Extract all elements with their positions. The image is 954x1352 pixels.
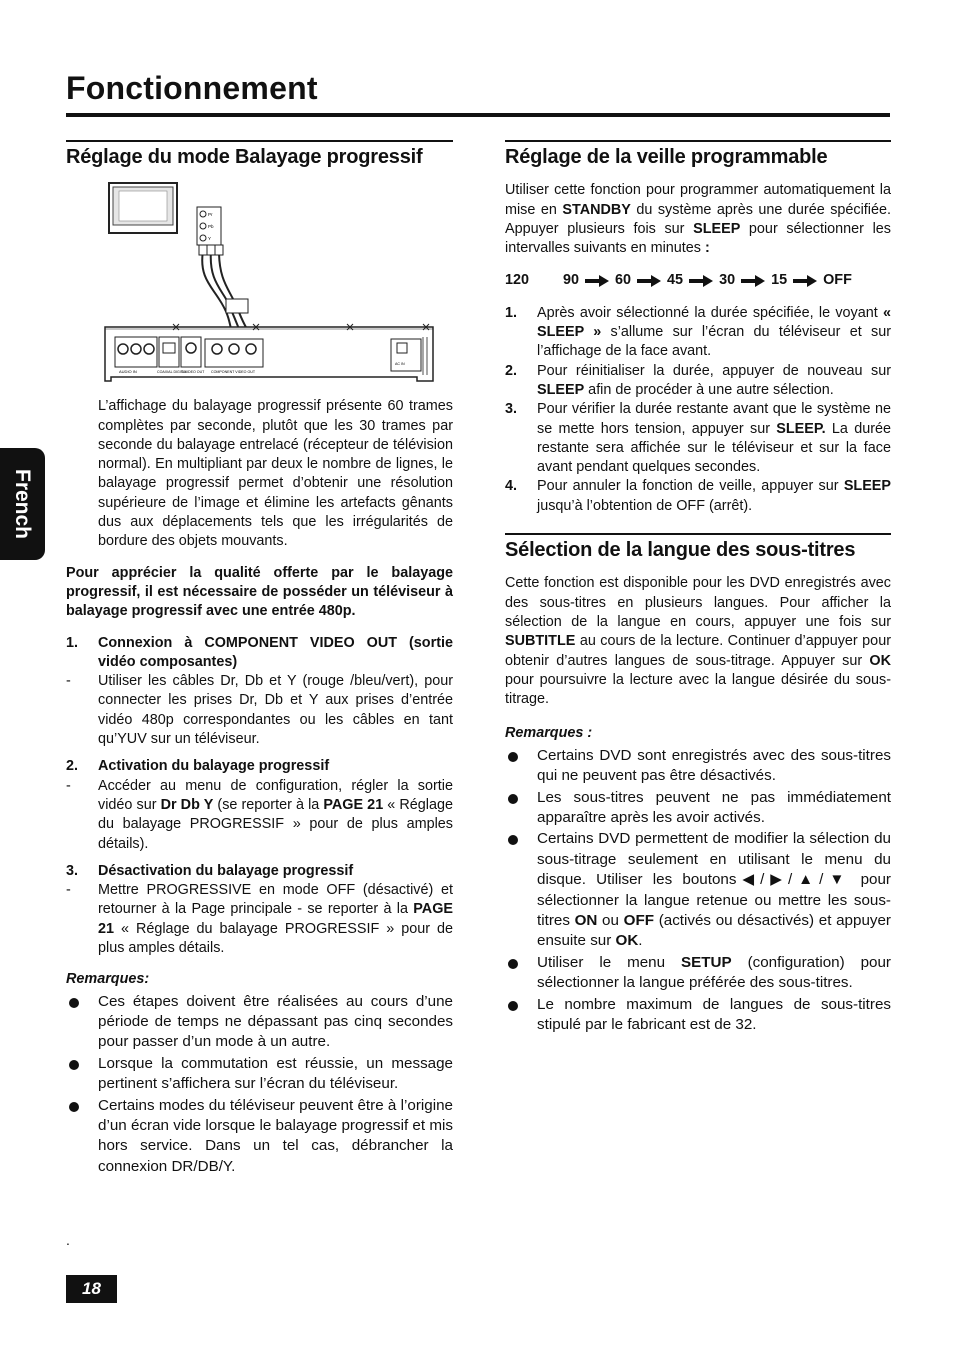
step-number: 1. — [66, 634, 79, 651]
sleep-interval: 120 — [505, 272, 530, 289]
sleep-interval: OFF — [823, 272, 852, 289]
remark-text: Lorsque la commutation est réussie, un message pertinent s’affichera sur l’écran du téléviseur. — [98, 1054, 453, 1093]
page-title: Fonctionnement — [66, 70, 318, 106]
sleep-timer-heading: Réglage de la veille programmable — [505, 146, 828, 168]
language-tab — [0, 448, 45, 560]
coaxial-label: COAXIAL DIGITAL — [157, 370, 188, 375]
step-number: 4. — [505, 478, 518, 495]
bullet-icon — [69, 1102, 79, 1112]
arrow-right-icon — [741, 275, 765, 287]
step-number: 1. — [505, 304, 518, 321]
remark-item — [66, 1054, 453, 1095]
remark-item — [505, 746, 891, 787]
sleep-intro-text: pour sélectionner les intervalles suivants en minutes — [505, 220, 891, 257]
remark-text: (configuration) pour sélectionner la langue préférée des sous-titres. — [537, 953, 891, 992]
remark-text: pour sélectionner la langue retenue ou mettre les sous-titres — [537, 871, 891, 929]
ok-term: OK — [869, 652, 891, 669]
step-text: Pour annuler la fonction de veille, appuyer sur — [537, 478, 844, 495]
page-reference: PAGE 21 — [98, 901, 453, 937]
sleep-interval-sequence — [505, 271, 891, 290]
step-item — [66, 757, 453, 776]
step-bold: « SLEEP » — [537, 304, 891, 341]
connection-diagram — [99, 181, 439, 391]
step-detail-text: « Réglage du balayage PROGRESSIF » pour de plus amples détails. — [98, 920, 453, 957]
arrow-buttons-icon: ◀/▶/▲/▼ — [736, 871, 851, 889]
tv-jack-label: Y — [208, 236, 212, 242]
left-column — [66, 140, 453, 1178]
step-bold: SLEEP — [843, 478, 891, 495]
remark-text: Les sous-titres peuvent ne pas immédiatement apparaître après les avoir activés. — [537, 788, 891, 826]
sleep-intro — [505, 181, 891, 258]
arrow-right-icon — [793, 275, 817, 287]
tv-jack-label: Pr — [208, 212, 213, 218]
step-title: Activation du balayage progressif — [98, 758, 330, 775]
section-rule — [505, 140, 891, 142]
off-term: OFF — [623, 911, 655, 929]
step-bold: SLEEP — [537, 381, 585, 398]
bullet-icon — [508, 1001, 518, 1011]
standby-term: STANDBY — [562, 201, 631, 218]
subtitle-term: SUBTITLE — [505, 633, 576, 650]
subtitle-intro-text: Cette fonction est disponible pour les DVD enregistrés avec des sous-titres en plusieurs langues. Pour afficher la sélection de la langue en cours, appuyer une fois sur — [505, 575, 891, 630]
bullet-icon — [508, 794, 518, 804]
remark-text: (activés ou désactivés) et appuyer ensuite sur — [537, 911, 891, 950]
cable — [219, 251, 247, 329]
right-column — [505, 140, 891, 1036]
sleep-term: SLEEP — [693, 220, 741, 237]
remark-text: Certains DVD sont enregistrés avec des sous-titres qui ne peuvent pas être désactivés. — [537, 746, 891, 785]
setup-term: SETUP — [681, 953, 732, 971]
step-title: Connexion à COMPONENT VIDEO OUT (sortie vidéo composantes) — [98, 634, 453, 670]
connection-diagram-svg — [99, 181, 439, 391]
step-text: jusqu’à l’obtention de OFF (arrêt). — [537, 497, 753, 514]
remark-text: Le nombre maximum de langues de sous-titres stipulé par le fabricant est de 32. — [537, 995, 891, 1033]
step-detail — [66, 672, 453, 749]
step-text: La durée restante sera affichée sur le téléviseur et sur la face avant pendant quelques secondes. — [537, 420, 892, 476]
sleep-interval: 45 — [667, 272, 684, 289]
step-detail-text: Utiliser les câbles Dr, Db et Y (rouge /bleu/vert), pour connecter les prises Dr, Db et Y aux prises d’entrée vidéo 480p correspondantes ou les câbles en tant qu’YUV sur un téléviseur. — [98, 673, 453, 748]
dash-marker: - — [66, 777, 71, 794]
remark-text: . — [638, 932, 643, 950]
bullet-icon — [508, 835, 518, 845]
remarks-list — [505, 746, 891, 1036]
audio-in-label: AUDIO IN — [119, 369, 137, 375]
remark-text: Certains DVD permettent de modifier la sélection du sous-titrage seulement en utilisant le menu du disque. Utiliser les boutons — [537, 830, 891, 889]
remark-item — [66, 1096, 453, 1178]
subtitle-intro-text: pour poursuivre la lecture avec la langue désirée du sous-titrage. — [505, 671, 891, 708]
remark-item — [505, 995, 891, 1036]
cable — [202, 251, 231, 329]
sleep-interval: 30 — [719, 272, 736, 289]
step-number: 2. — [505, 362, 518, 379]
step-text: s’allume sur l’écran du téléviseur et sur l’affichage de la face avant. — [537, 324, 891, 360]
sleep-steps — [505, 304, 891, 516]
tv-jack-label: Pb — [208, 224, 214, 230]
remark-item — [505, 788, 891, 829]
arrow-right-icon — [637, 275, 661, 287]
arrow-right-icon — [689, 275, 713, 287]
remark-text: Utiliser le menu — [537, 953, 682, 971]
subtitle-intro — [505, 574, 891, 709]
bullet-icon — [508, 959, 518, 969]
step-detail-text: Accéder au menu de configuration, régler la sortie vidéo sur — [98, 777, 453, 813]
sleep-intro-text: du système après une durée spécifiée. Appuyer plusieurs fois sur — [505, 201, 891, 237]
intro-paragraph: L’affichage du balayage progressif présente 60 trames complètes par seconde, plutôt que les 30 trames par seconde du balayage entrelacé (récepteur de télévision normal). En multipliant par deux le nombre de lignes, le balayage progressif permet d’obtenir une résolution supérieure de l’image et élimine les artefacts gênants dus aux déplacements tels que les irrégularités de bordure des objets mouvants. — [98, 398, 453, 550]
on-term: ON — [574, 911, 598, 929]
page-number: 18 — [66, 1275, 117, 1303]
step-text: Pour vérifier la durée restante avant que le système ne se mette hors tension, appuyer sur — [537, 401, 891, 437]
remark-item — [505, 829, 891, 951]
sleep-interval: 60 — [615, 272, 632, 289]
ok-term: OK — [615, 932, 639, 950]
step-item — [505, 304, 891, 362]
step-detail-text: (se reporter à la — [213, 796, 324, 813]
arrow-right-icon — [585, 275, 609, 287]
step-bold: SLEEP. — [776, 420, 826, 437]
remarks-label: Remarques: — [66, 971, 150, 988]
sleep-interval: 90 — [563, 272, 580, 289]
remarks-list — [66, 992, 453, 1178]
step-item — [505, 477, 891, 516]
component-video-label: COMPONENT VIDEO OUT — [211, 370, 256, 375]
step-detail-text: Mettre PROGRESSIVE en mode OFF (désactivé) et retourner à la Page principale - se reporter à la — [98, 882, 453, 918]
requirement-note: Pour apprécier la qualité offerte par le balayage progressif, il est nécessaire de posséder un téléviseur à balayage progressif avec une entrée 480p. — [66, 564, 453, 620]
remark-text: ou — [597, 911, 624, 929]
step-text: Après avoir sélectionné la durée spécifiée, le voyant — [537, 304, 883, 321]
subtitle-intro-text: au cours de la lecture. Continuer d’appuyer pour obtenir d’autres langues de sous-titrage. Appuyer sur — [505, 633, 891, 669]
sleep-intro-text: Utiliser cette fonction pour programmer automatiquement la mise en — [505, 182, 891, 218]
s-video-label: S-VIDEO OUT — [181, 370, 205, 375]
step-item — [66, 634, 453, 673]
remark-item — [505, 953, 891, 994]
bullet-icon — [69, 998, 79, 1008]
title-rule — [66, 113, 890, 117]
progressive-steps — [66, 634, 453, 959]
subtitle-language-heading: Sélection de la langue des sous-titres — [505, 539, 856, 562]
cable — [211, 251, 239, 329]
dash-marker: - — [66, 882, 71, 899]
step-detail-bold: Dr Db Y — [160, 796, 214, 813]
remark-item — [66, 992, 453, 1053]
progressive-scan-heading: Réglage du mode Balayage progressif — [66, 146, 423, 168]
remark-text: Certains modes du téléviseur peuvent être à l’origine d’un écran vide lorsque le balayage progressif et mis hors service. Dans un tel cas, débrancher la connexion DR/DB/Y. — [98, 1096, 453, 1175]
stray-dot: . — [66, 1232, 70, 1248]
step-item — [505, 400, 891, 477]
step-text: Pour réinitialiser la durée, appuyer de nouveau sur — [537, 362, 891, 379]
step-item — [505, 362, 891, 401]
step-number: 3. — [505, 401, 518, 418]
language-tab-label: French — [11, 468, 34, 540]
section-rule — [66, 140, 453, 142]
step-detail-text: « Réglage du balayage PROGRESSIF » pour de plus amples détails). — [98, 796, 454, 852]
step-number: 3. — [66, 862, 79, 879]
bullet-icon — [69, 1060, 79, 1070]
sleep-intro-colon: : — [704, 240, 710, 257]
step-text: afin de procéder à une autre sélection. — [584, 381, 834, 398]
bullet-icon — [508, 752, 518, 762]
sleep-interval: 15 — [771, 272, 788, 289]
step-title: Désactivation du balayage progressif — [98, 862, 354, 879]
step-item — [66, 862, 453, 881]
step-detail — [66, 777, 453, 854]
page-reference: PAGE 21 — [323, 796, 384, 813]
section-rule — [505, 533, 891, 535]
remark-text: Ces étapes doivent être réalisées au cours d’une période de temps ne dépassant pas cinq secondes pour passer d’un mode à un autre. — [98, 992, 453, 1051]
step-number: 2. — [66, 758, 79, 775]
dash-marker: - — [66, 673, 71, 690]
ac-in-label: AC IN — [395, 362, 405, 367]
remarks-label: Remarques : — [505, 725, 593, 742]
step-detail — [66, 881, 453, 958]
